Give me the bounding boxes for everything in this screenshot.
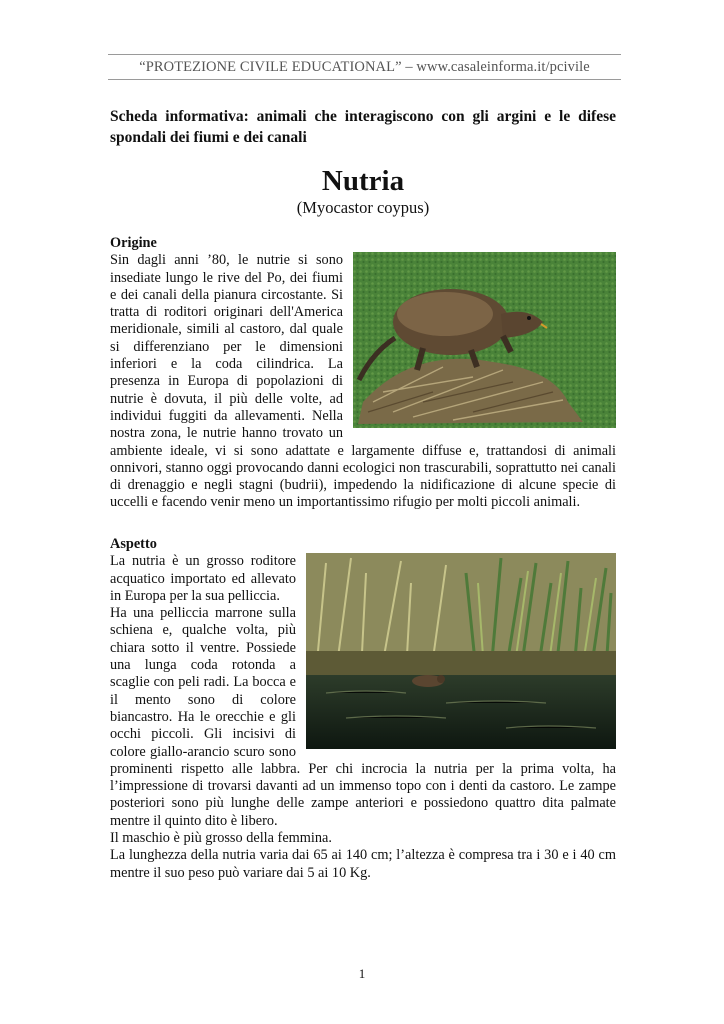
section-origine — [110, 235, 616, 512]
section-aspetto — [110, 536, 616, 882]
section-heading-aspetto: Aspetto — [110, 536, 157, 552]
page-header: “PROTEZIONE CIVILE EDUCATIONAL” – www.casaleinforma.it/pcivile — [139, 59, 590, 75]
page-title: Nutria — [321, 165, 405, 197]
section-heading-origine: Origine — [110, 235, 157, 251]
header-rule-bottom — [108, 79, 621, 80]
header-rule-top — [108, 54, 621, 55]
document-heading: Scheda informativa: animali che interagiscono con gli argini e le difese spondali dei fiumi e dei canali — [110, 108, 616, 146]
scientific-name: (Myocastor coypus) — [296, 198, 430, 217]
nutria-on-grass-photo — [353, 252, 616, 428]
page-number: 1 — [358, 966, 366, 981]
aspetto-paragraph-1: La nutria è un grosso roditore acquatico importato ed allevato in Europa per la sua pelliccia. — [110, 553, 296, 604]
aspetto-paragraph-4: La lunghezza della nutria varia dai 65 ai 140 cm; l’altezza è compresa tra i 30 e i 40 cm mentre il suo peso può variare dai 5 ai 10 Kg. — [110, 847, 616, 881]
aspetto-paragraph-2: Ha una pelliccia marrone sulla schiena e, qualche volta, più chiara sotto il ventre. Possiede una lunga coda rotonda a scaglie con peli radi. La bocca e il mento sono di colore biancastro. Ha le orecchie e gli occhi piccoli. Gli incisivi di colore giallo-arancio scuro sono prominenti rispetto alle labbra. Per chi incrocia la nutria per la prima volta, ha l’impressione di trovarsi davanti ad un immenso topo con i denti da castoro. Le zampe posteriori sono più lunghe delle zampe anteriori e possiedono quattro dita palmate mentre il quinto dito è libero. — [110, 605, 616, 829]
aspetto-paragraph-3: Il maschio è più grosso della femmina. — [110, 830, 332, 847]
origine-paragraph: Sin dagli anni ’80, le nutrie si sono insediate lungo le rive del Po, dei fiumi e dei canali della pianura circostante. Si tratta di roditori originari dell'America meridionale, simili al castoro, dal quale si differenziano per le dimensioni inferiori e la coda cilindrica. La presenza in Europa di popolazioni di nutrie è dovuta, il più delle volte, ad individui fuggiti da allevamenti. Nella nostra zona, le nutrie hanno trovato un ambiente ideale, vi si sono adattate e largamente diffuse e, trattandosi di animali onnivori, stanno oggi provocando danni ecologici non trascurabili, soprattutto nei canali di drenaggio e negli stagni (budrii), impedendo la nidificazione di alcune specie di uccelli e facendo venir meno un importantissimo rifugio per molti piccoli animali. — [110, 252, 616, 511]
nutria-in-water-photo — [306, 553, 616, 749]
